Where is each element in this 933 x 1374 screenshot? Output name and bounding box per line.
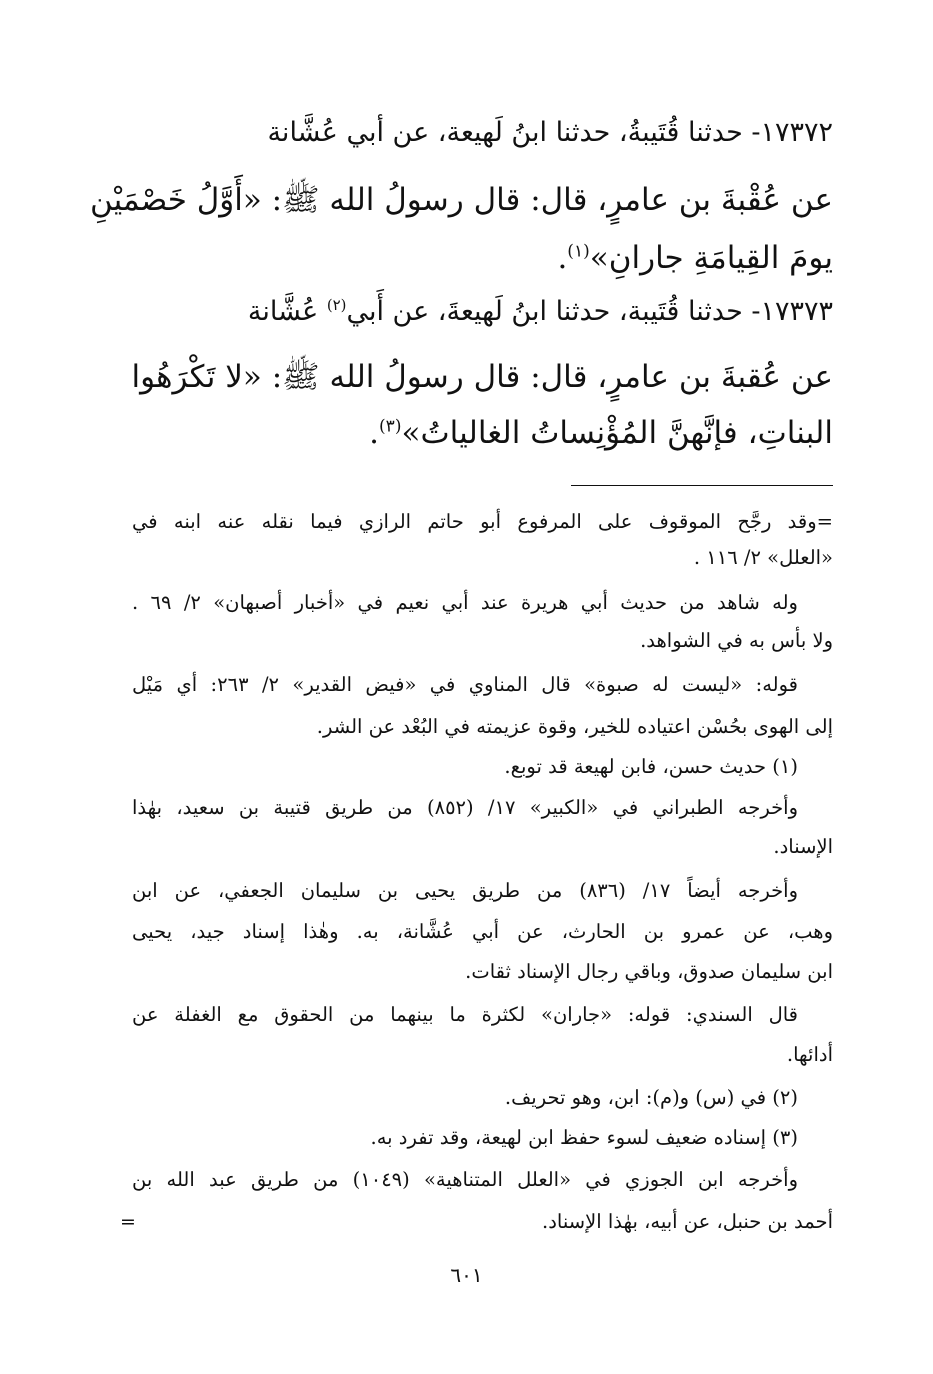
hadith-17373-line1-text: ١٧٣٧٣- حدثنا قُتَيبة، حدثنا ابنُ لَهيعةَ، عن أَبي [346,296,833,327]
continuation-mark: = [120,1211,136,1233]
footnote-line: وأخرجه أيضاً ١٧/ (٨٣٦) من طريق يحيى بن سليمان الجعفي، عن ابن [132,879,798,902]
footnote-ref-3[interactable]: (٣) [379,416,402,437]
page-number: ٦٠١ [450,1263,483,1287]
footnote-line: أحمد بن حنبل، عن أبيه، بهٰذا الإسناد. [542,1210,833,1233]
hadith-17373-line1 [248,292,833,332]
footnote-line: الإسناد. [773,835,833,858]
footnote-line: «العلل» ٢/ ١١٦ . [693,546,833,569]
hadith-17373-line3 [369,413,833,453]
hadith-17373-line3-end: . [369,415,380,451]
hadith-17373-line2: عن عُقبةَ بن عامرٍ، قال: قال رسولُ الله ﷺ: «لا تَكْرَهُوا [131,359,833,395]
hadith-17372-line3-text: يومَ القِيامَةِ جارانِ» [589,240,833,276]
footnote-line: وله شاهد من حديث أبي هريرة عند أبي نعيم في «أخبار أصبهان» ٢/ ٦٩ . [132,591,798,614]
hadith-17372-line1-text: ١٧٣٧٢- حدثنا قُتَيبةُ، حدثنا ابنُ لَهيعة، عن أبي عُشَّانة [267,117,833,148]
hadith-17372-line2: عن عُقْبةَ بن عامرٍ، قال: قال رسولُ الله ﷺ: «أَوَّلُ خَصْمَيْنِ [89,182,833,218]
footnote-line: (٢) في (س) و(م): ابن، وهو تحريف. [504,1086,798,1109]
footnote-line: ابن سليمان صدوق، وباقي رجال الإسناد ثقات. [465,960,833,983]
footnote-line: =وقد رجَّح الموقوف على المرفوع أبو حاتم الرازي فيما نقله عنه ابنه في [132,510,833,533]
footnote-line: وأخرجه الطبراني في «الكبير» ١٧/ (٨٥٢) من طريق قتيبة بن سعيد، بهٰذا [132,796,798,819]
footnote-line: وهب، عن عمرو بن الحارث، عن أبي عُشَّانة، به. وهٰذا إسناد جيد، يحيى [132,920,833,943]
footnote-line: (٣) إسناده ضعيف لسوء حفظ ابن لهيعة، وقد تفرد به. [370,1126,798,1149]
footnote-ref-2[interactable]: (٢) [326,296,347,314]
hadith-17372-line3 [557,238,833,278]
footnote-line: ولا بأس به في الشواهد. [640,629,833,652]
hadith-17373-line1-tail: عُشَّانة [247,296,327,327]
footnote-line: قال السندي: قوله: «جاران» لكثرة ما بينهما من الحقوق مع الغفلة عن [132,1003,798,1026]
hadith-17373-line3-text: البناتِ، فإنَّهنَّ المُؤْنِساتُ الغالياتُ» [401,415,833,451]
hadith-17372-line3-end: . [557,240,568,276]
footnote-line: وأخرجه ابن الجوزي في «العلل المتناهية» (١٠٤٩) من طريق عبد الله بن [132,1168,799,1191]
footnote-line: قوله: «ليست له صبوة» قال المناوي في «فيض القدير» ٢/ ٢٦٣: أي مَيْل [132,673,798,696]
hadith-17372-line1 [267,113,833,153]
footnote-line: إلى الهوى بحُسْن اعتياده للخير، وقوة عزيمته في البُعْد عن الشر. [316,715,833,738]
footnote-line: (١) حديث حسن، فابن لهيعة قد توبع. [504,755,798,778]
footnote-ref-1[interactable]: (١) [567,241,590,262]
footnote-separator [571,485,833,486]
footnote-line: أدائها. [786,1043,833,1066]
